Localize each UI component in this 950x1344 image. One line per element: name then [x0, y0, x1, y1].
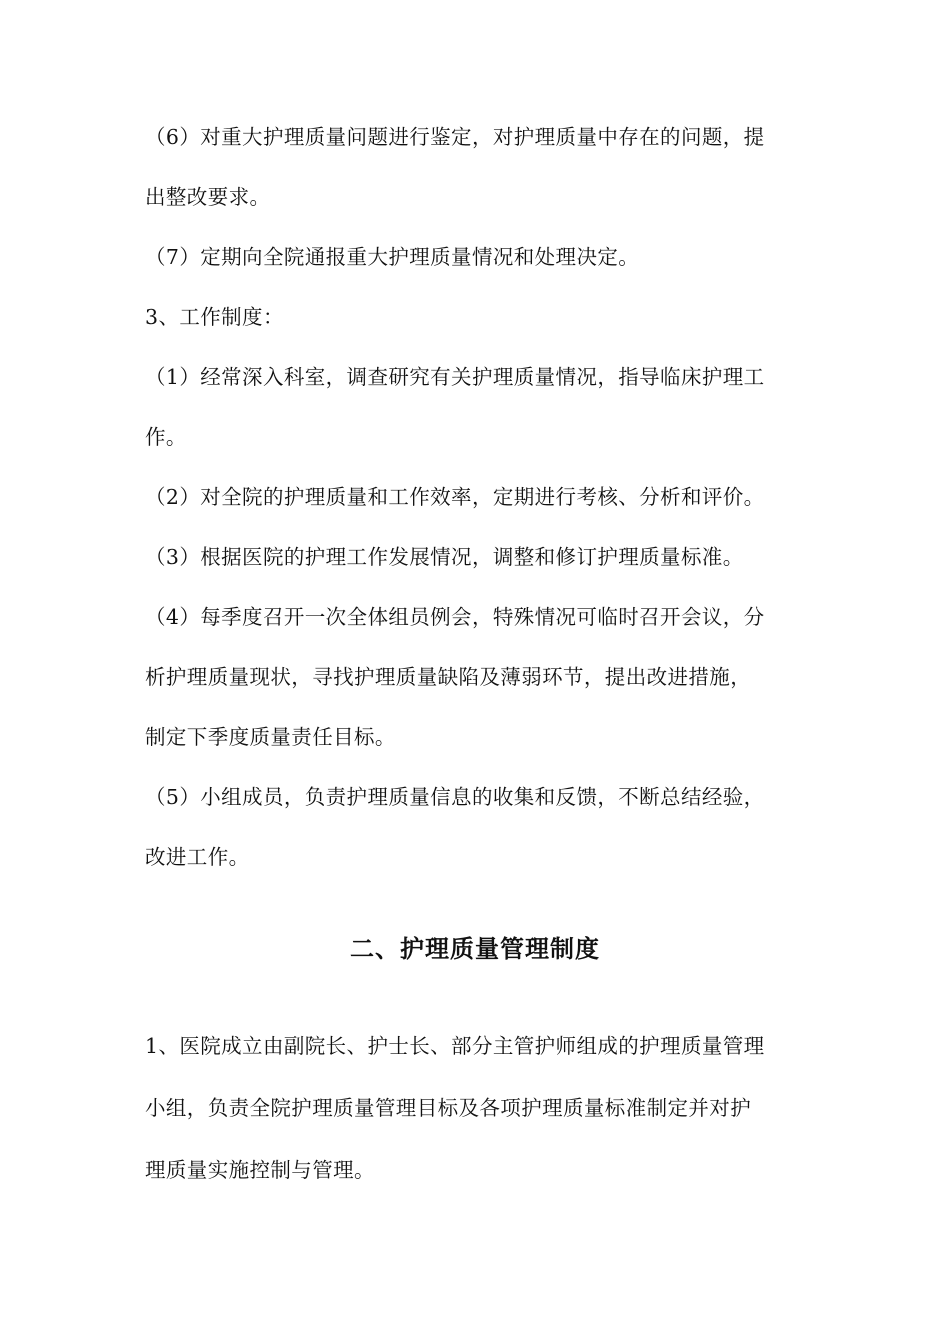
paragraph-item-1-line-1: （1）经常深入科室，调查研究有关护理质量情况，指导临床护理工 — [145, 365, 765, 389]
paragraph-item-6-line-2: 出整改要求。 — [145, 185, 271, 209]
section2-paragraph-1-line-3: 理质量实施控制与管理。 — [145, 1158, 375, 1182]
paragraph-item-5-line-2: 改进工作。 — [145, 845, 250, 869]
paragraph-item-4-line-3: 制定下季度质量责任目标。 — [145, 725, 396, 749]
section2-paragraph-1-line-1: 1、医院成立由副院长、护士长、部分主管护师组成的护理质量管理 — [145, 1034, 765, 1058]
paragraph-item-4-line-2: 析护理质量现状，寻找护理质量缺陷及薄弱环节，提出改进措施， — [145, 665, 752, 689]
subsection-title-work-system: 3、工作制度： — [145, 305, 284, 329]
paragraph-item-5-line-1: （5）小组成员，负责护理质量信息的收集和反馈，不断总结经验， — [145, 785, 765, 809]
paragraph-item-3: （3）根据医院的护理工作发展情况，调整和修订护理质量标准。 — [145, 545, 744, 569]
section2-paragraph-1-line-2: 小组，负责全院护理质量管理目标及各项护理质量标准制定并对护 — [145, 1096, 752, 1120]
paragraph-item-1-line-2: 作。 — [145, 425, 187, 449]
paragraph-item-4-line-1: （4）每季度召开一次全体组员例会，特殊情况可临时召开会议，分 — [145, 605, 765, 629]
paragraph-item-2: （2）对全院的护理质量和工作效率，定期进行考核、分析和评价。 — [145, 485, 765, 509]
paragraph-item-7: （7）定期向全院通报重大护理质量情况和处理决定。 — [145, 245, 640, 269]
paragraph-item-6-line-1: （6）对重大护理质量问题进行鉴定，对护理质量中存在的问题，提 — [145, 125, 765, 149]
section-heading: 二、护理质量管理制度 — [350, 935, 600, 963]
